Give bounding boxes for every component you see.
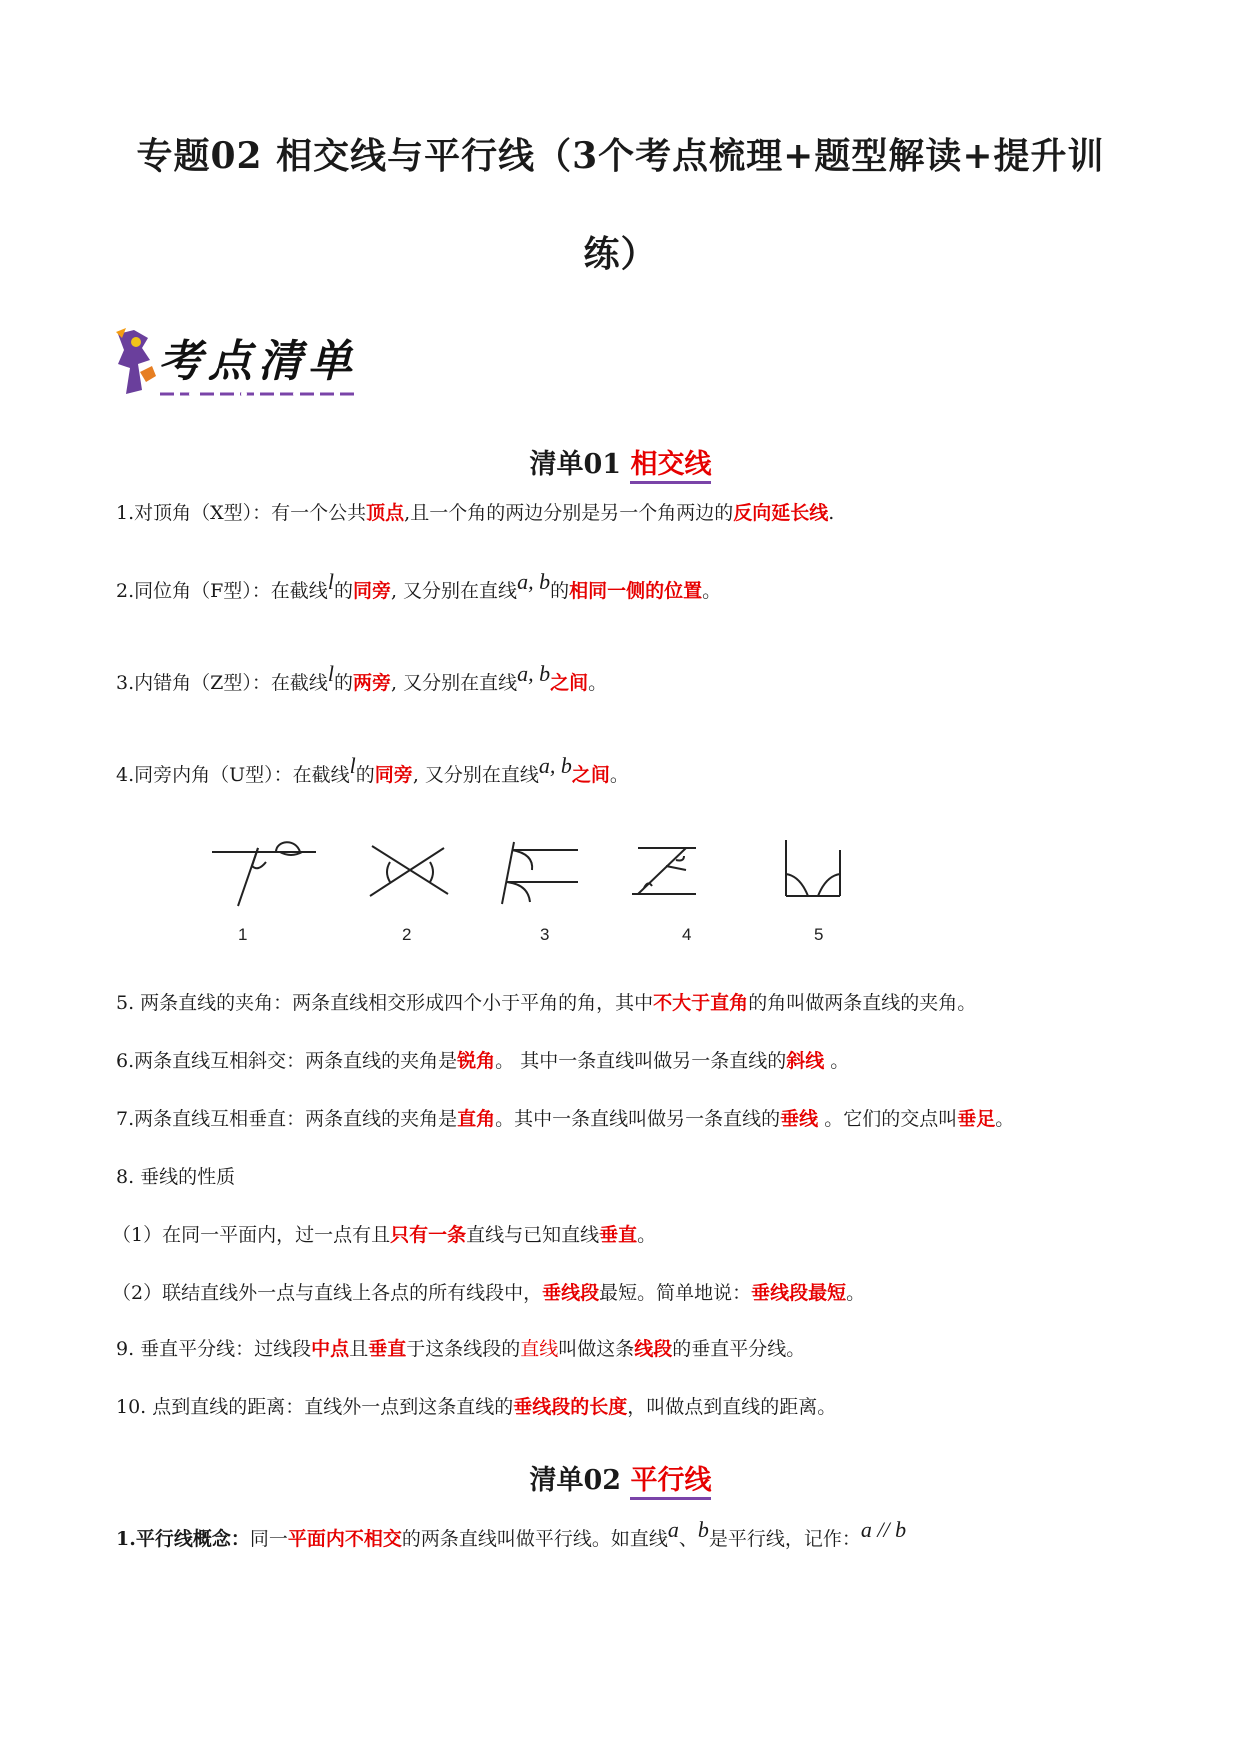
item-2: 2.同位角（F型）：在截线l的同旁, 又分别在直线a, b的相同一侧的位置。 xyxy=(116,569,722,602)
section-2-prefix: 清单02 xyxy=(529,1465,622,1496)
document-title-line1: 专题02 相交线与平行线（3个考点梳理+题型解读+提升训 xyxy=(136,135,1105,177)
figure-4-shape xyxy=(632,848,696,894)
keyword-vertex: 顶点 xyxy=(366,502,405,524)
math-b: b xyxy=(697,1517,709,1542)
item-5: 5. 两条直线的夹角：两条直线相交形成四个小于平角的角，其中不大于直角的角叫做两条直线的夹角。 xyxy=(116,992,977,1014)
math-a-parallel-b: a // b xyxy=(860,1517,907,1542)
section-1-prefix: 清单01 xyxy=(529,449,622,480)
figure-2-label: 2 xyxy=(402,925,412,944)
figure-1-shape xyxy=(212,836,316,906)
kaodian-qingdan-logo xyxy=(112,328,374,408)
svg-text:考点清单: 考点清单 xyxy=(158,336,358,387)
item-8-2: （2）联结直线外一点与直线上各点的所有线段中，垂线段最短。简单地说：垂线段最短。 xyxy=(112,1282,866,1304)
item-4: 4.同旁内角（U型）：在截线l的同旁, 又分别在直线a, b之间。 xyxy=(116,753,629,786)
section-heading-2 xyxy=(0,1458,1241,1497)
figure-2-shape xyxy=(370,846,448,896)
figure-1-label: 1 xyxy=(238,925,248,944)
math-l: l xyxy=(327,569,334,594)
figure-3-label: 3 xyxy=(540,925,550,944)
figure-4-label: 4 xyxy=(682,925,692,944)
math-ab: a, b xyxy=(538,753,572,778)
item-8: 8. 垂线的性质 xyxy=(116,1166,236,1188)
item-7: 7.两条直线互相垂直：两条直线的夹角是直角。其中一条直线叫做另一条直线的垂线 。它们的交点叫垂足。 xyxy=(116,1108,1015,1130)
figure-5-label: 5 xyxy=(814,925,824,944)
section-heading-1 xyxy=(0,442,1241,481)
math-l: l xyxy=(349,753,356,778)
parallel-item-1: 1.平行线概念：同一平面内不相交的两条直线叫做平行线。如直线a、b是平行线，记作：a // b xyxy=(116,1517,907,1550)
angle-type-figures xyxy=(200,836,880,946)
math-ab: a, b xyxy=(517,569,551,594)
item-10: 10. 点到直线的距离：直线外一点到这条直线的垂线段的长度，叫做点到直线的距离。 xyxy=(116,1396,837,1418)
section-1-keyword: 相交线 xyxy=(630,449,711,484)
figure-5-shape xyxy=(786,840,840,896)
item-1: 1.对顶角（X型）：有一个公共顶点,且一个角的两边分别是另一个角两边的反向延长线. xyxy=(116,502,835,524)
math-a: a xyxy=(667,1517,679,1542)
item-9: 9. 垂直平分线：过线段中点且垂直于这条线段的直线叫做这条线段的垂直平分线。 xyxy=(116,1338,806,1360)
math-l: l xyxy=(327,661,334,686)
section-2-keyword: 平行线 xyxy=(630,1465,711,1500)
item-8-1: （1）在同一平面内，过一点有且只有一条直线与已知直线垂直。 xyxy=(112,1224,657,1246)
math-ab: a, b xyxy=(517,661,551,686)
keyword-reverse-extension: 反向延长线 xyxy=(733,502,829,524)
document-title-line2: 练） xyxy=(583,233,658,275)
figure-3-shape xyxy=(502,842,578,904)
item-6: 6.两条直线互相斜交：两条直线的夹角是锐角。 其中一条直线叫做另一条直线的斜线 。 xyxy=(116,1050,850,1072)
item-3: 3.内错角（Z型）：在截线l的两旁, 又分别在直线a, b之间。 xyxy=(116,661,608,694)
